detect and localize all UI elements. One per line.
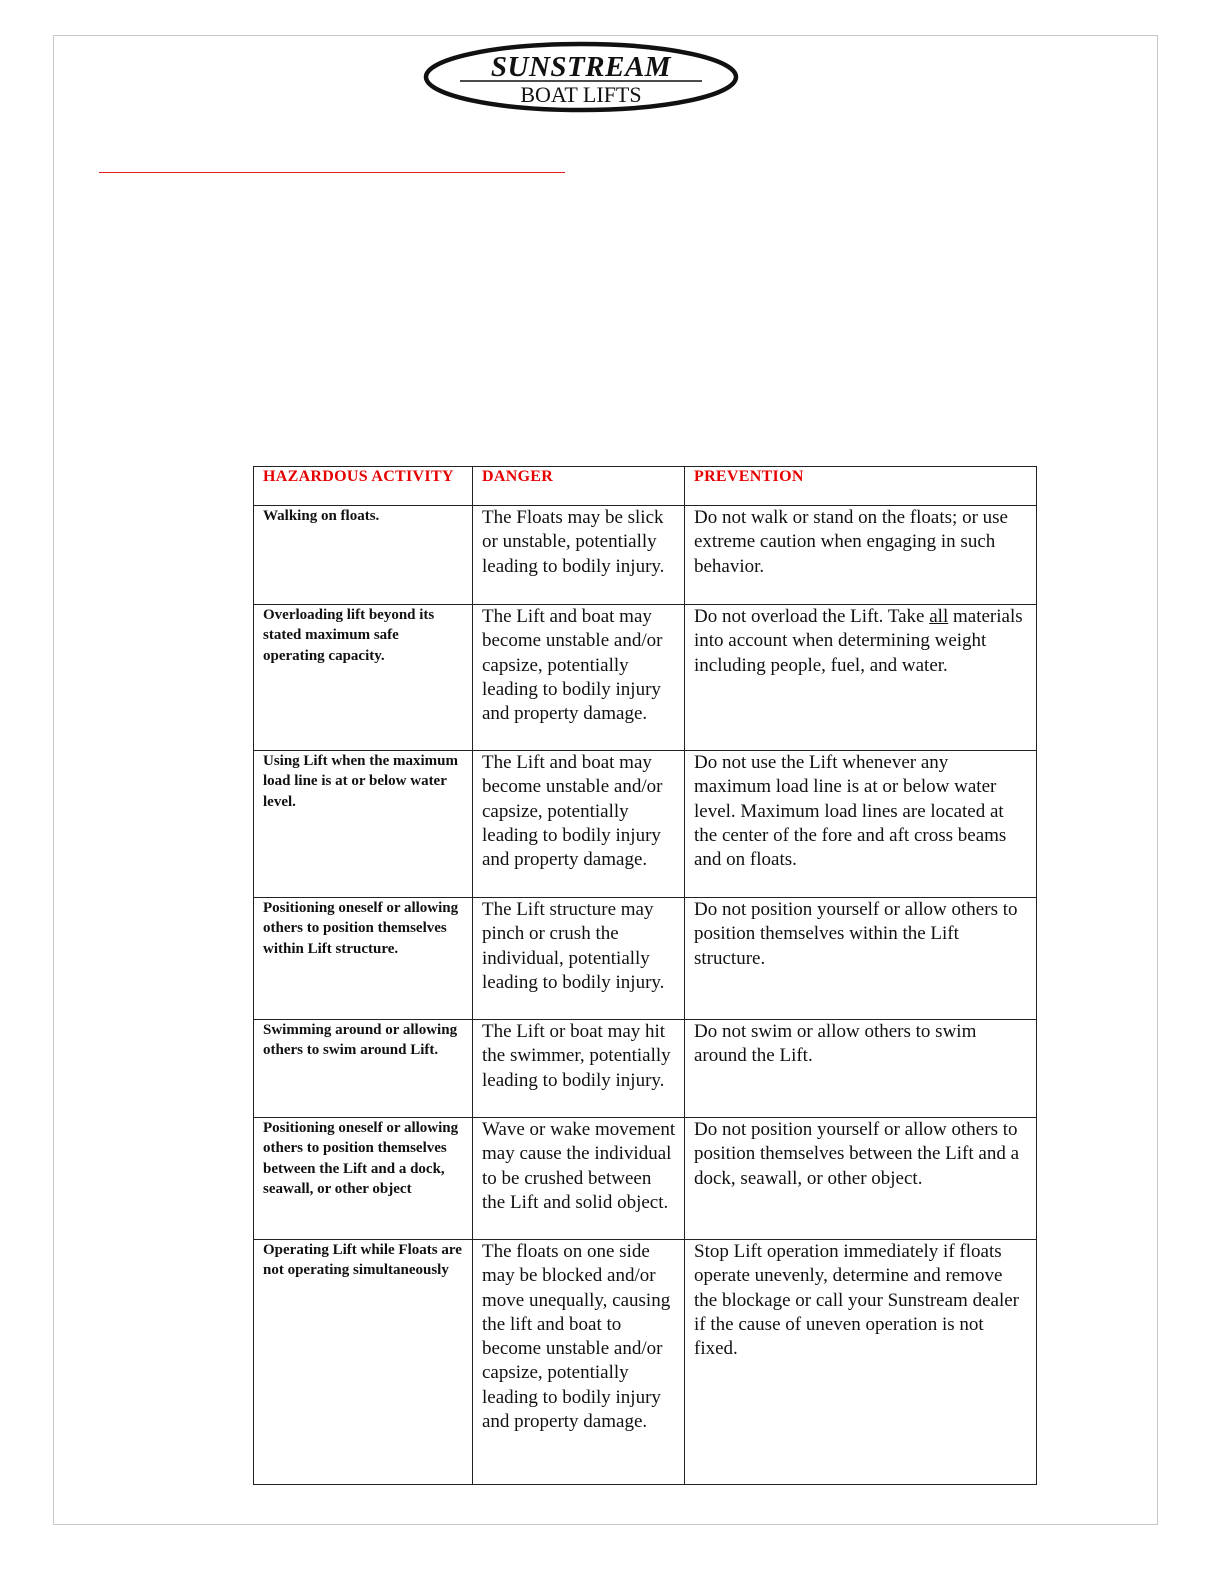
prevention-cell: Do not position yourself or allow others to position themselves within the Lift structure.: [685, 898, 1037, 1020]
prevention-text: materials into account when determining weight including people, fuel, and water.: [694, 606, 1023, 676]
table-row: [254, 1118, 1037, 1240]
table-header-row: [254, 467, 1037, 506]
prevention-cell: Do not position yourself or allow others to position themselves between the Lift and a dock, seawall, or other object.: [685, 1118, 1037, 1240]
header-hazardous-activity: HAZARDOUS ACTIVITY: [254, 467, 473, 506]
prevention-cell: Do not swim or allow others to swim around the Lift.: [685, 1020, 1037, 1118]
danger-cell: The floats on one side may be blocked and/or move unequally, causing the lift and boat to become unstable and/or capsize, potentially leading to bodily injury and property damage.: [473, 1240, 685, 1485]
danger-cell: The Lift structure may pinch or crush the individual, potentially leading to bodily injury.: [473, 898, 685, 1020]
sunstream-logo: [422, 40, 740, 114]
prevention-cell: Do not walk or stand on the floats; or use extreme caution when engaging in such behavior.: [685, 506, 1037, 605]
activity-cell: Positioning oneself or allowing others to position themselves within Lift structure.: [254, 898, 473, 1020]
header-danger: DANGER: [473, 467, 685, 506]
danger-cell: Wave or wake movement may cause the individual to be crushed between the Lift and solid object.: [473, 1118, 685, 1240]
activity-cell: Positioning oneself or allowing others to position themselves between the Lift and a dock, seawall, or other object: [254, 1118, 473, 1240]
activity-cell: Overloading lift beyond its stated maximum safe operating capacity.: [254, 605, 473, 751]
header-prevention: PREVENTION: [685, 467, 1037, 506]
prevention-cell: Do not use the Lift whenever any maximum load line is at or below water level. Maximum load lines are located at the center of the fore and aft cross beams and on floats.: [685, 751, 1037, 898]
danger-cell: The Floats may be slick or unstable, potentially leading to bodily injury.: [473, 506, 685, 605]
activity-cell: Swimming around or allowing others to swim around Lift.: [254, 1020, 473, 1118]
danger-cell: The Lift or boat may hit the swimmer, potentially leading to bodily injury.: [473, 1020, 685, 1118]
table-row: [254, 1020, 1037, 1118]
table-row: [254, 1240, 1037, 1485]
prevention-cell: Stop Lift operation immediately if floats operate unevenly, determine and remove the blockage or call your Sunstream dealer if the cause of uneven operation is not fixed.: [685, 1240, 1037, 1485]
table-row: [254, 898, 1037, 1020]
activity-cell: Operating Lift while Floats are not operating simultaneously: [254, 1240, 473, 1485]
activity-cell: Walking on floats.: [254, 506, 473, 605]
red-rule-divider: [99, 172, 565, 173]
table-row: [254, 506, 1037, 605]
prevention-text: Do not overload the Lift. Take: [694, 606, 930, 627]
prevention-emphasis: all: [929, 606, 949, 627]
logo-brand: SUNSTREAM: [490, 51, 672, 83]
activity-cell: Using Lift when the maximum load line is at or below water level.: [254, 751, 473, 898]
prevention-cell: [685, 605, 1037, 751]
table-row: [254, 751, 1037, 898]
table-row: [254, 605, 1037, 751]
danger-cell: The Lift and boat may become unstable and/or capsize, potentially leading to bodily injury and property damage.: [473, 751, 685, 898]
hazard-table: [253, 466, 1037, 1485]
logo-tagline: BOAT LIFTS: [520, 82, 642, 107]
danger-cell: The Lift and boat may become unstable and/or capsize, potentially leading to bodily injury and property damage.: [473, 605, 685, 751]
